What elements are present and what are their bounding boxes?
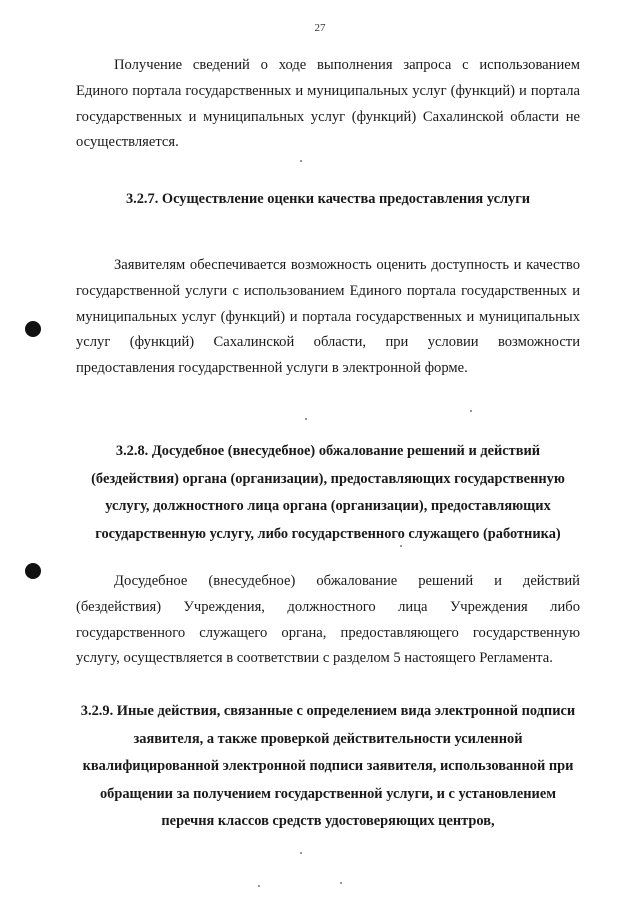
scan-speck (470, 410, 472, 412)
scan-speck (258, 885, 260, 887)
heading-text: 3.2.7. Осуществление оценки качества предоставления услуги (125, 191, 531, 207)
punch-hole (25, 563, 41, 579)
paragraph-text: Заявителям обеспечивается возможность оценить доступность и качество государственной услуги с использованием Единого портала государственных и муниципальных услуг (функций) и портала государственных и муниципальных услуг (функций) Сахалинской области, при условии возможности предоставления государственной услуги в электронной форме. (76, 257, 580, 377)
scan-speck (300, 852, 302, 854)
paragraph-appeal (76, 569, 580, 672)
scan-speck (305, 418, 307, 420)
scan-speck (340, 882, 342, 884)
paragraph-text: Досудебное (внесудебное) обжалование решений и действий (бездействия) Учреждения, должностного лица Учреждения либо государственного служащего органа, предоставляющего государственную услугу, осуществляется в соответствии с разделом 5 настоящего Регламента. (76, 573, 580, 667)
punch-hole (25, 321, 41, 337)
scan-speck (400, 545, 402, 547)
section-heading-3-2-8 (76, 438, 580, 548)
heading-text: 3.2.8. Досудебное (внесудебное) обжалование решений и действий (бездействия) органа (организации), предоставляющих государственную услугу, должностного лица органа (организации), предоставляющих государственную услугу, либо государственного служащего (работника) (91, 443, 565, 542)
page-number: 27 (314, 22, 326, 34)
paragraph-quality-assessment (76, 253, 580, 382)
scan-speck (300, 160, 302, 162)
paragraph-portal-info (76, 53, 580, 156)
section-heading-3-2-9 (76, 698, 580, 836)
section-heading-3-2-7 (76, 186, 580, 214)
heading-text: 3.2.9. Иные действия, связанные с определением вида электронной подписи заявителя, а также проверкой действительности усиленной квалифицированной электронной подписи заявителя, использованной при обращении за получением государственной услуги, и с установлением перечня классов средств удостоверяющих центров, (80, 703, 576, 829)
paragraph-text: Получение сведений о ходе выполнения запроса с использованием Единого портала государственных и муниципальных услуг (функций) и портала государственных и муниципальных услуг (функций) Сахалинской области не осуществляется. (76, 57, 580, 151)
